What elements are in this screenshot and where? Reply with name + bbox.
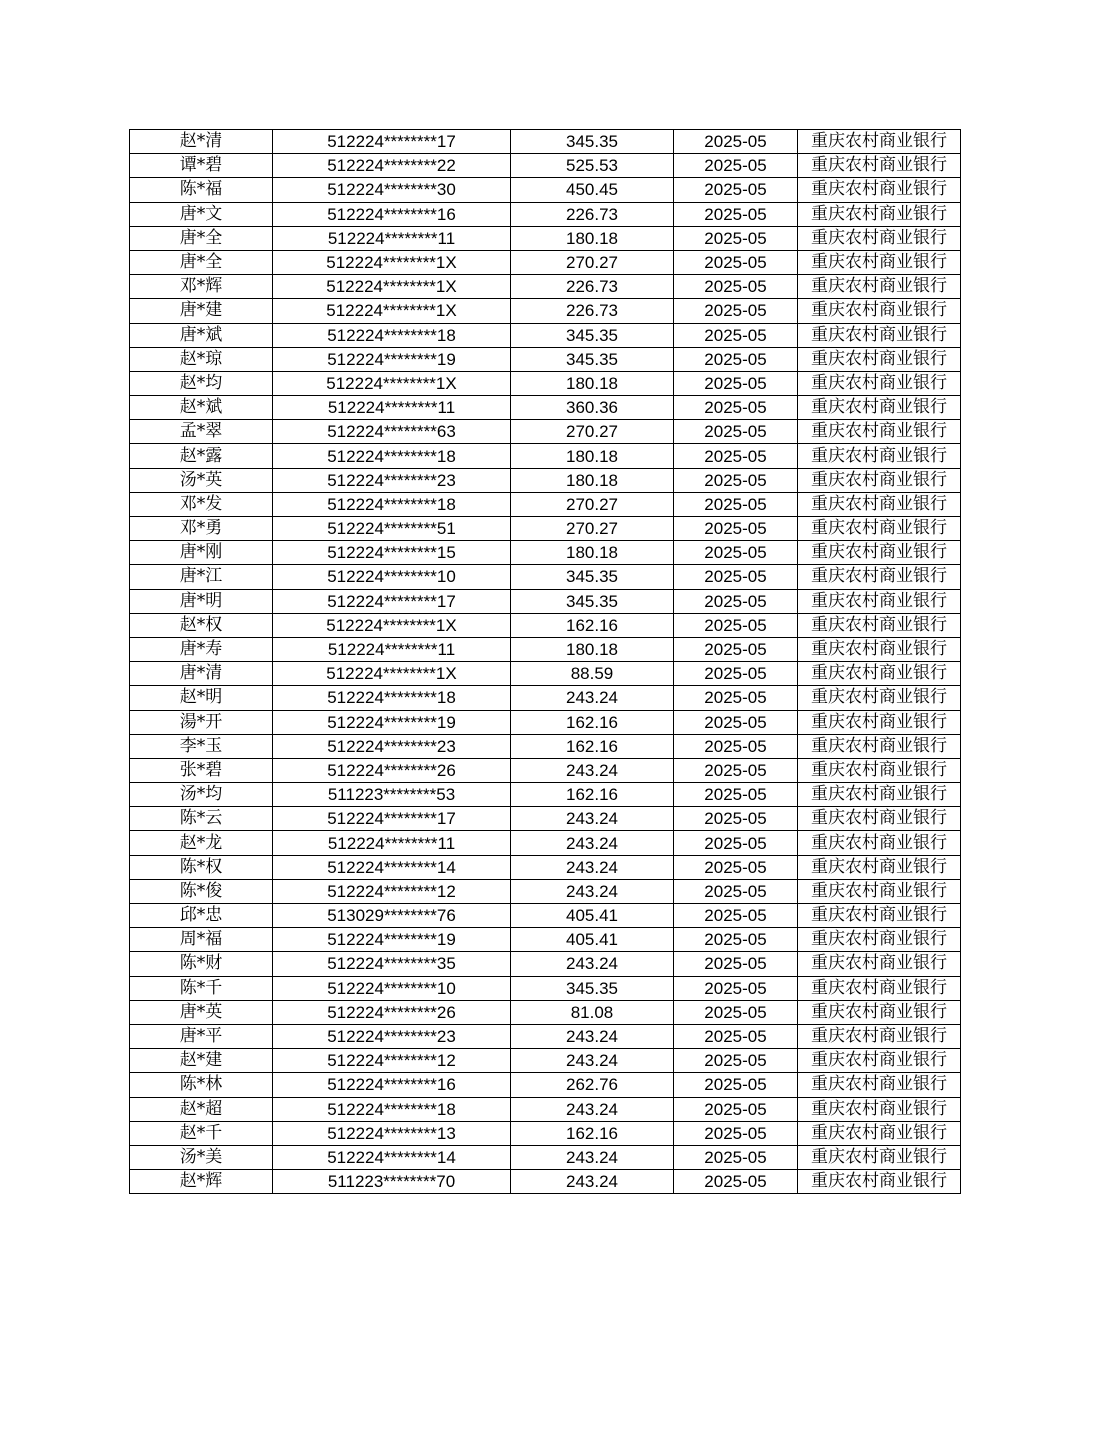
name-cell: 汤*美: [130, 1145, 273, 1169]
period-cell: 2025-05: [674, 1073, 798, 1097]
bank-cell: 重庆农村商业银行: [798, 275, 961, 299]
table-row: [130, 202, 961, 226]
period-cell: 2025-05: [674, 154, 798, 178]
table-row: [130, 637, 961, 661]
id-number-cell: 512224********30: [273, 178, 511, 202]
name-cell: 陈*云: [130, 807, 273, 831]
amount-cell: 162.16: [511, 710, 674, 734]
bank-cell: 重庆农村商业银行: [798, 1000, 961, 1024]
bank-cell: 重庆农村商业银行: [798, 879, 961, 903]
id-number-cell: 512224********16: [273, 1073, 511, 1097]
name-cell: 周*福: [130, 928, 273, 952]
name-cell: 唐*清: [130, 662, 273, 686]
amount-cell: 180.18: [511, 468, 674, 492]
id-number-cell: 512224********22: [273, 154, 511, 178]
amount-cell: 243.24: [511, 807, 674, 831]
amount-cell: 270.27: [511, 420, 674, 444]
amount-cell: 243.24: [511, 831, 674, 855]
name-cell: 赵*超: [130, 1097, 273, 1121]
amount-cell: 180.18: [511, 226, 674, 250]
id-number-cell: 512224********17: [273, 130, 511, 154]
id-number-cell: 512224********18: [273, 1097, 511, 1121]
table-row: [130, 952, 961, 976]
amount-cell: 226.73: [511, 299, 674, 323]
id-number-cell: 513029********76: [273, 904, 511, 928]
amount-cell: 345.35: [511, 130, 674, 154]
name-cell: 陈*福: [130, 178, 273, 202]
table-row: [130, 541, 961, 565]
amount-cell: 88.59: [511, 662, 674, 686]
payment-roster-table: [129, 129, 961, 1194]
name-cell: 李*玉: [130, 734, 273, 758]
table-row: [130, 686, 961, 710]
period-cell: 2025-05: [674, 613, 798, 637]
name-cell: 唐*寿: [130, 637, 273, 661]
amount-cell: 243.24: [511, 758, 674, 782]
table-row: [130, 807, 961, 831]
period-cell: 2025-05: [674, 1145, 798, 1169]
table-body: [130, 130, 961, 1194]
table-row: [130, 226, 961, 250]
table-row: [130, 855, 961, 879]
period-cell: 2025-05: [674, 323, 798, 347]
name-cell: 唐*平: [130, 1024, 273, 1048]
table-row: [130, 1121, 961, 1145]
period-cell: 2025-05: [674, 710, 798, 734]
name-cell: 唐*斌: [130, 323, 273, 347]
period-cell: 2025-05: [674, 371, 798, 395]
period-cell: 2025-05: [674, 589, 798, 613]
name-cell: 赵*建: [130, 1049, 273, 1073]
id-number-cell: 512224********23: [273, 1024, 511, 1048]
amount-cell: 270.27: [511, 492, 674, 516]
table-row: [130, 517, 961, 541]
table-row: [130, 250, 961, 274]
table-row: [130, 613, 961, 637]
period-cell: 2025-05: [674, 541, 798, 565]
amount-cell: 180.18: [511, 541, 674, 565]
table-row: [130, 492, 961, 516]
table-row: [130, 420, 961, 444]
name-cell: 汤*均: [130, 783, 273, 807]
amount-cell: 162.16: [511, 1121, 674, 1145]
table-row: [130, 904, 961, 928]
bank-cell: 重庆农村商业银行: [798, 831, 961, 855]
table-row: [130, 323, 961, 347]
period-cell: 2025-05: [674, 662, 798, 686]
bank-cell: 重庆农村商业银行: [798, 202, 961, 226]
id-number-cell: 512224********12: [273, 1049, 511, 1073]
period-cell: 2025-05: [674, 565, 798, 589]
bank-cell: 重庆农村商业银行: [798, 734, 961, 758]
bank-cell: 重庆农村商业银行: [798, 758, 961, 782]
name-cell: 邱*忠: [130, 904, 273, 928]
id-number-cell: 512224********26: [273, 758, 511, 782]
table-row: [130, 178, 961, 202]
period-cell: 2025-05: [674, 517, 798, 541]
bank-cell: 重庆农村商业银行: [798, 783, 961, 807]
name-cell: 陈*林: [130, 1073, 273, 1097]
id-number-cell: 512224********1X: [273, 275, 511, 299]
table-row: [130, 758, 961, 782]
id-number-cell: 512224********12: [273, 879, 511, 903]
period-cell: 2025-05: [674, 976, 798, 1000]
amount-cell: 345.35: [511, 347, 674, 371]
name-cell: 汤*英: [130, 468, 273, 492]
period-cell: 2025-05: [674, 831, 798, 855]
amount-cell: 243.24: [511, 686, 674, 710]
id-number-cell: 512224********18: [273, 444, 511, 468]
id-number-cell: 512224********16: [273, 202, 511, 226]
bank-cell: 重庆农村商业银行: [798, 710, 961, 734]
period-cell: 2025-05: [674, 1024, 798, 1048]
bank-cell: 重庆农村商业银行: [798, 1097, 961, 1121]
table-row: [130, 1073, 961, 1097]
amount-cell: 243.24: [511, 952, 674, 976]
name-cell: 陈*权: [130, 855, 273, 879]
id-number-cell: 511223********53: [273, 783, 511, 807]
table-row: [130, 976, 961, 1000]
id-number-cell: 512224********10: [273, 565, 511, 589]
id-number-cell: 512224********14: [273, 1145, 511, 1169]
table-row: [130, 1049, 961, 1073]
bank-cell: 重庆农村商业银行: [798, 637, 961, 661]
bank-cell: 重庆农村商业银行: [798, 952, 961, 976]
id-number-cell: 512224********10: [273, 976, 511, 1000]
bank-cell: 重庆农村商业银行: [798, 1049, 961, 1073]
id-number-cell: 512224********13: [273, 1121, 511, 1145]
amount-cell: 270.27: [511, 517, 674, 541]
table-row: [130, 444, 961, 468]
amount-cell: 360.36: [511, 396, 674, 420]
id-number-cell: 512224********1X: [273, 613, 511, 637]
amount-cell: 162.16: [511, 734, 674, 758]
bank-cell: 重庆农村商业银行: [798, 976, 961, 1000]
period-cell: 2025-05: [674, 1170, 798, 1194]
period-cell: 2025-05: [674, 347, 798, 371]
amount-cell: 243.24: [511, 879, 674, 903]
name-cell: 赵*辉: [130, 1170, 273, 1194]
bank-cell: 重庆农村商业银行: [798, 904, 961, 928]
amount-cell: 405.41: [511, 928, 674, 952]
name-cell: 湯*开: [130, 710, 273, 734]
id-number-cell: 512224********1X: [273, 371, 511, 395]
table-row: [130, 1000, 961, 1024]
name-cell: 唐*明: [130, 589, 273, 613]
id-number-cell: 512224********26: [273, 1000, 511, 1024]
name-cell: 赵*清: [130, 130, 273, 154]
bank-cell: 重庆农村商业银行: [798, 589, 961, 613]
name-cell: 唐*刚: [130, 541, 273, 565]
name-cell: 赵*权: [130, 613, 273, 637]
amount-cell: 262.76: [511, 1073, 674, 1097]
name-cell: 唐*全: [130, 226, 273, 250]
period-cell: 2025-05: [674, 299, 798, 323]
period-cell: 2025-05: [674, 1000, 798, 1024]
name-cell: 赵*龙: [130, 831, 273, 855]
period-cell: 2025-05: [674, 637, 798, 661]
amount-cell: 525.53: [511, 154, 674, 178]
period-cell: 2025-05: [674, 396, 798, 420]
bank-cell: 重庆农村商业银行: [798, 347, 961, 371]
bank-cell: 重庆农村商业银行: [798, 468, 961, 492]
name-cell: 赵*均: [130, 371, 273, 395]
amount-cell: 243.24: [511, 1170, 674, 1194]
period-cell: 2025-05: [674, 1049, 798, 1073]
bank-cell: 重庆农村商业银行: [798, 541, 961, 565]
table-row: [130, 783, 961, 807]
table-row: [130, 710, 961, 734]
id-number-cell: 512224********15: [273, 541, 511, 565]
bank-cell: 重庆农村商业银行: [798, 1170, 961, 1194]
bank-cell: 重庆农村商业银行: [798, 662, 961, 686]
table-row: [130, 1024, 961, 1048]
bank-cell: 重庆农村商业银行: [798, 226, 961, 250]
table-row: [130, 371, 961, 395]
period-cell: 2025-05: [674, 904, 798, 928]
name-cell: 邓*辉: [130, 275, 273, 299]
name-cell: 赵*明: [130, 686, 273, 710]
id-number-cell: 512224********18: [273, 686, 511, 710]
period-cell: 2025-05: [674, 202, 798, 226]
name-cell: 唐*建: [130, 299, 273, 323]
period-cell: 2025-05: [674, 130, 798, 154]
period-cell: 2025-05: [674, 275, 798, 299]
id-number-cell: 512224********35: [273, 952, 511, 976]
amount-cell: 243.24: [511, 1097, 674, 1121]
amount-cell: 345.35: [511, 565, 674, 589]
id-number-cell: 512224********11: [273, 396, 511, 420]
period-cell: 2025-05: [674, 879, 798, 903]
period-cell: 2025-05: [674, 250, 798, 274]
bank-cell: 重庆农村商业银行: [798, 492, 961, 516]
id-number-cell: 512224********17: [273, 589, 511, 613]
bank-cell: 重庆农村商业银行: [798, 130, 961, 154]
amount-cell: 405.41: [511, 904, 674, 928]
bank-cell: 重庆农村商业银行: [798, 807, 961, 831]
period-cell: 2025-05: [674, 1121, 798, 1145]
id-number-cell: 512224********14: [273, 855, 511, 879]
name-cell: 赵*露: [130, 444, 273, 468]
bank-cell: 重庆农村商业银行: [798, 1024, 961, 1048]
id-number-cell: 512224********11: [273, 226, 511, 250]
period-cell: 2025-05: [674, 420, 798, 444]
id-number-cell: 512224********18: [273, 323, 511, 347]
bank-cell: 重庆农村商业银行: [798, 928, 961, 952]
bank-cell: 重庆农村商业银行: [798, 1145, 961, 1169]
amount-cell: 345.35: [511, 976, 674, 1000]
bank-cell: 重庆农村商业银行: [798, 178, 961, 202]
amount-cell: 243.24: [511, 1024, 674, 1048]
amount-cell: 162.16: [511, 613, 674, 637]
table-row: [130, 879, 961, 903]
period-cell: 2025-05: [674, 178, 798, 202]
table-row: [130, 565, 961, 589]
table-row: [130, 275, 961, 299]
name-cell: 陈*俊: [130, 879, 273, 903]
name-cell: 陈*千: [130, 976, 273, 1000]
table-row: [130, 1170, 961, 1194]
amount-cell: 243.24: [511, 1049, 674, 1073]
bank-cell: 重庆农村商业银行: [798, 613, 961, 637]
period-cell: 2025-05: [674, 686, 798, 710]
id-number-cell: 512224********11: [273, 637, 511, 661]
period-cell: 2025-05: [674, 492, 798, 516]
name-cell: 邓*发: [130, 492, 273, 516]
bank-cell: 重庆农村商业银行: [798, 396, 961, 420]
name-cell: 谭*碧: [130, 154, 273, 178]
amount-cell: 81.08: [511, 1000, 674, 1024]
period-cell: 2025-05: [674, 807, 798, 831]
table-row: [130, 468, 961, 492]
id-number-cell: 512224********19: [273, 347, 511, 371]
table-row: [130, 1145, 961, 1169]
period-cell: 2025-05: [674, 226, 798, 250]
id-number-cell: 512224********11: [273, 831, 511, 855]
name-cell: 唐*文: [130, 202, 273, 226]
period-cell: 2025-05: [674, 758, 798, 782]
name-cell: 邓*勇: [130, 517, 273, 541]
id-number-cell: 512224********18: [273, 492, 511, 516]
bank-cell: 重庆农村商业银行: [798, 250, 961, 274]
amount-cell: 450.45: [511, 178, 674, 202]
period-cell: 2025-05: [674, 444, 798, 468]
id-number-cell: 512224********1X: [273, 250, 511, 274]
period-cell: 2025-05: [674, 1097, 798, 1121]
table-row: [130, 299, 961, 323]
bank-cell: 重庆农村商业银行: [798, 371, 961, 395]
id-number-cell: 512224********19: [273, 928, 511, 952]
amount-cell: 226.73: [511, 275, 674, 299]
amount-cell: 243.24: [511, 855, 674, 879]
name-cell: 赵*千: [130, 1121, 273, 1145]
id-number-cell: 512224********23: [273, 468, 511, 492]
amount-cell: 226.73: [511, 202, 674, 226]
bank-cell: 重庆农村商业银行: [798, 517, 961, 541]
table-row: [130, 1097, 961, 1121]
period-cell: 2025-05: [674, 928, 798, 952]
bank-cell: 重庆农村商业银行: [798, 323, 961, 347]
table-row: [130, 347, 961, 371]
id-number-cell: 512224********23: [273, 734, 511, 758]
bank-cell: 重庆农村商业银行: [798, 420, 961, 444]
table-row: [130, 130, 961, 154]
bank-cell: 重庆农村商业银行: [798, 686, 961, 710]
name-cell: 陈*财: [130, 952, 273, 976]
amount-cell: 345.35: [511, 323, 674, 347]
id-number-cell: 511223********70: [273, 1170, 511, 1194]
period-cell: 2025-05: [674, 468, 798, 492]
name-cell: 孟*翠: [130, 420, 273, 444]
name-cell: 唐*江: [130, 565, 273, 589]
id-number-cell: 512224********1X: [273, 662, 511, 686]
id-number-cell: 512224********19: [273, 710, 511, 734]
period-cell: 2025-05: [674, 855, 798, 879]
bank-cell: 重庆农村商业银行: [798, 565, 961, 589]
name-cell: 张*碧: [130, 758, 273, 782]
period-cell: 2025-05: [674, 952, 798, 976]
name-cell: 赵*琼: [130, 347, 273, 371]
bank-cell: 重庆农村商业银行: [798, 855, 961, 879]
bank-cell: 重庆农村商业银行: [798, 444, 961, 468]
amount-cell: 180.18: [511, 444, 674, 468]
amount-cell: 270.27: [511, 250, 674, 274]
id-number-cell: 512224********51: [273, 517, 511, 541]
bank-cell: 重庆农村商业银行: [798, 1073, 961, 1097]
id-number-cell: 512224********17: [273, 807, 511, 831]
bank-cell: 重庆农村商业银行: [798, 1121, 961, 1145]
period-cell: 2025-05: [674, 783, 798, 807]
name-cell: 赵*斌: [130, 396, 273, 420]
period-cell: 2025-05: [674, 734, 798, 758]
bank-cell: 重庆农村商业银行: [798, 299, 961, 323]
name-cell: 唐*英: [130, 1000, 273, 1024]
amount-cell: 180.18: [511, 637, 674, 661]
table-row: [130, 928, 961, 952]
amount-cell: 243.24: [511, 1145, 674, 1169]
amount-cell: 162.16: [511, 783, 674, 807]
id-number-cell: 512224********1X: [273, 299, 511, 323]
table-row: [130, 831, 961, 855]
table-row: [130, 154, 961, 178]
table-row: [130, 589, 961, 613]
amount-cell: 345.35: [511, 589, 674, 613]
bank-cell: 重庆农村商业银行: [798, 154, 961, 178]
name-cell: 唐*全: [130, 250, 273, 274]
table-row: [130, 396, 961, 420]
id-number-cell: 512224********63: [273, 420, 511, 444]
table-row: [130, 662, 961, 686]
amount-cell: 180.18: [511, 371, 674, 395]
table-row: [130, 734, 961, 758]
